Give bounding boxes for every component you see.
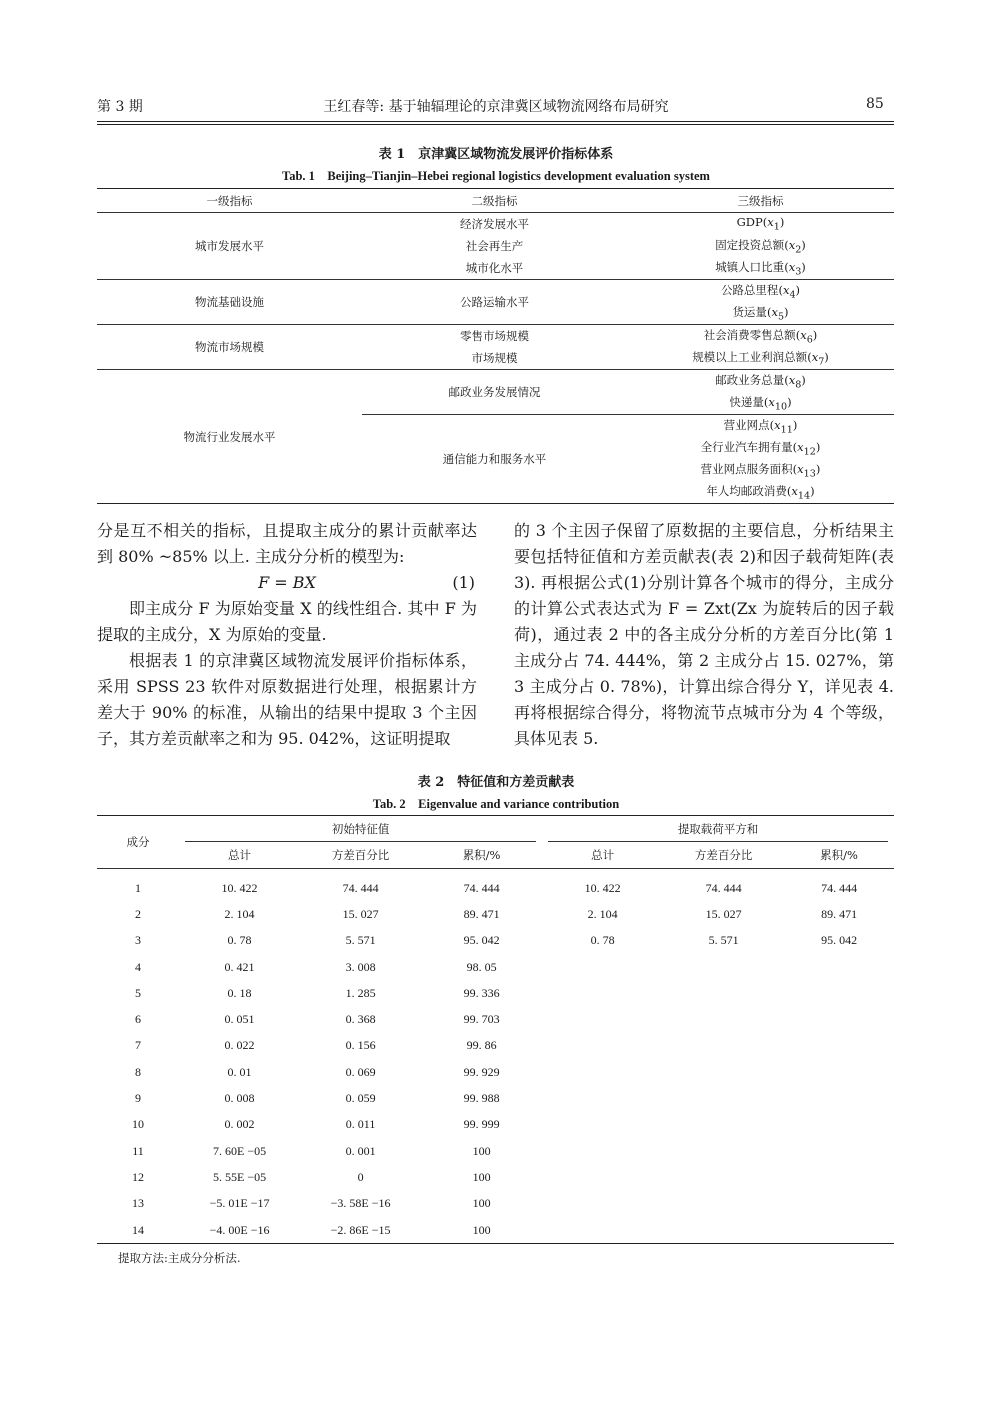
table-row <box>97 901 894 927</box>
table2-value-cell: 0. 18 <box>227 985 252 1000</box>
page-number: 85 <box>866 96 884 112</box>
table2-value-cell <box>663 1033 784 1059</box>
table2-value-cell <box>542 1217 663 1244</box>
table2-value-cell: 0. 008 <box>224 1091 255 1106</box>
table1-level3: 全行业汽车拥有量$(x_{12})$ <box>700 439 821 458</box>
table2-value-cell: 99. 703 <box>463 1012 500 1027</box>
table2-value-cell: 15. 027 <box>342 906 379 921</box>
table2-subheader: 总计 <box>542 842 663 869</box>
table2-value-cell: 0. 002 <box>224 1117 255 1132</box>
table2-component-cell: 5 <box>135 985 142 1000</box>
table2-value-cell: 100 <box>472 1143 491 1158</box>
table2-value-cell <box>663 1191 784 1217</box>
table2-value-cell: −5. 01E −17 <box>209 1196 270 1211</box>
table2-value-cell <box>542 954 663 980</box>
table-row <box>97 1191 894 1217</box>
table2 <box>97 815 894 1244</box>
table1-level1: 物流行业发展水平 <box>97 370 362 504</box>
table2-value-cell: 99. 86 <box>466 1038 497 1053</box>
table2-value-cell: 100 <box>472 1169 491 1184</box>
table-row <box>97 1085 894 1111</box>
table2-caption-cn: 表 2 特征值和方差贡献表 <box>417 775 575 790</box>
table2-value-cell <box>663 1112 784 1138</box>
table2-value-cell: 100 <box>472 1196 491 1211</box>
table2-value-cell: 15. 027 <box>705 906 742 921</box>
table1-level1: 物流市场规模 <box>97 325 362 370</box>
table1-level2: 经济发展水平 <box>460 217 529 231</box>
table2-component-cell: 8 <box>135 1064 142 1079</box>
table1-level2: 城市化水平 <box>465 261 524 275</box>
table2-value-cell: 0. 421 <box>224 959 255 974</box>
table2-subheader: 方差百分比 <box>663 842 784 869</box>
table2-value-cell <box>542 980 663 1006</box>
table-row <box>97 1164 894 1190</box>
table1-caption-cn: 表 1 京津冀区域物流发展评价指标体系 <box>378 147 614 162</box>
table2-value-cell: 3. 008 <box>345 959 376 974</box>
table1-level3: 固定投资总额$(x_2)$ <box>715 237 806 256</box>
table2-value-cell <box>542 1059 663 1085</box>
table2-value-cell: 1. 285 <box>345 985 376 1000</box>
table1-level3: 邮政业务总量$(x_8)$ <box>627 370 894 393</box>
table2-header-extract: 提取载荷平方和 <box>542 816 894 843</box>
table1-level3: 营业网点服务面积$(x_{13})$ <box>700 461 821 480</box>
table2-value-cell <box>784 1033 894 1059</box>
table2-value-cell: 99. 999 <box>463 1117 500 1132</box>
table2-value-cell: 5. 55E −05 <box>213 1169 267 1184</box>
table2-value-cell <box>784 1059 894 1085</box>
table2-value-cell: 10. 422 <box>221 880 258 895</box>
table2-value-cell: 99. 929 <box>463 1064 500 1079</box>
table2-value-cell <box>542 1085 663 1111</box>
table1-level2: 市场规模 <box>471 351 518 365</box>
table2-value-cell: 0. 156 <box>345 1038 376 1053</box>
table1-level3: 营业网点$(x_{11})$ <box>627 415 894 438</box>
header-rule-thin <box>97 124 894 125</box>
table1-level2: 社会再生产 <box>465 239 524 253</box>
formula-number: (1) <box>452 573 475 592</box>
table2-value-cell: 95. 042 <box>463 933 500 948</box>
table2-subheader: 累积/% <box>784 842 894 869</box>
table2-value-cell: 99. 336 <box>463 985 500 1000</box>
table2-component-cell: 1 <box>135 880 142 895</box>
table2-header-component: 成分 <box>97 816 179 869</box>
table2-value-cell: 0. 01 <box>227 1064 252 1079</box>
table2-value-cell: 0. 069 <box>345 1064 376 1079</box>
header-rule-thick <box>97 121 894 122</box>
table2-value-cell: 0. 059 <box>345 1091 376 1106</box>
table1-level1: 物流基础设施 <box>97 280 362 325</box>
table1-header-level3: 三级指标 <box>627 189 894 213</box>
table2-value-cell: 95. 042 <box>821 933 858 948</box>
table-row <box>97 928 894 954</box>
table2-value-cell <box>663 980 784 1006</box>
table2-value-cell: 74. 444 <box>342 880 379 895</box>
table1-level3: 快递量$(x_{10})$ <box>729 394 792 413</box>
table-row <box>97 1217 894 1244</box>
table1-caption-en: Tab. 1 Beijing–Tianjin–Hebei regional logistics development evaluation system <box>282 169 710 183</box>
table2-value-cell <box>663 1217 784 1244</box>
table2-value-cell <box>542 1112 663 1138</box>
table1-header-level1: 一级指标 <box>97 189 362 213</box>
table2-value-cell: 89. 471 <box>463 906 500 921</box>
table2-component-cell: 10 <box>132 1117 145 1132</box>
body-right-column <box>514 518 894 752</box>
table2-header-initial: 初始特征值 <box>179 816 542 843</box>
table2-value-cell: −3. 58E −16 <box>330 1196 391 1211</box>
table-row <box>97 954 894 980</box>
table2-value-cell <box>784 1191 894 1217</box>
table1-level3: 规模以上工业利润总额$(x_7)$ <box>692 349 829 368</box>
table2-component-cell: 6 <box>135 1012 142 1027</box>
table2-value-cell <box>542 1138 663 1164</box>
table2-value-cell: 99. 988 <box>463 1091 500 1106</box>
table1-level2: 通信能力和服务水平 <box>362 415 627 504</box>
table2-value-cell <box>542 1164 663 1190</box>
table2-component-cell: 7 <box>135 1038 142 1053</box>
table2-component-cell: 4 <box>135 959 142 974</box>
table1-level3: 社会消费零售总额$(x_6)$ <box>627 325 894 348</box>
table-row <box>97 869 894 902</box>
table-row <box>97 1033 894 1059</box>
running-title: 王红春等: 基于轴辐理论的京津冀区域物流网络布局研究 <box>323 99 669 115</box>
table2-component-cell: 11 <box>132 1143 144 1158</box>
table2-value-cell: 5. 571 <box>345 933 376 948</box>
table2-value-cell <box>784 980 894 1006</box>
table2-note: 提取方法:主成分分析法. <box>118 1251 241 1265</box>
table2-component-cell: 12 <box>132 1169 145 1184</box>
table2-value-cell <box>663 1085 784 1111</box>
table2-value-cell: 74. 444 <box>463 880 500 895</box>
formula-line <box>97 570 477 596</box>
table1-level3: 年人均邮政消费$(x_{14})$ <box>706 483 815 502</box>
table2-value-cell <box>784 1164 894 1190</box>
table2-value-cell: 0. 001 <box>345 1143 376 1158</box>
table-row <box>97 1112 894 1138</box>
table2-value-cell <box>663 954 784 980</box>
table2-body <box>97 869 894 1244</box>
table2-subheader: 总计 <box>179 842 300 869</box>
table2-value-cell: 89. 471 <box>821 906 858 921</box>
table2-value-cell <box>542 1191 663 1217</box>
body-left-column <box>97 518 477 752</box>
table1-level3: 货运量$(x_5)$ <box>732 304 789 323</box>
table2-value-cell: 100 <box>472 1222 491 1237</box>
table2-component-cell: 3 <box>135 933 142 948</box>
body-paragraph: 分是互不相关的指标，且提取主成分的累计贡献率达到 80% ~85% 以上. 主成分分析的模型为: <box>97 521 477 566</box>
table2-value-cell: 74. 444 <box>821 880 858 895</box>
table2-value-cell <box>663 1059 784 1085</box>
table2-value-cell: 0. 022 <box>224 1038 255 1053</box>
table2-value-cell: 0. 011 <box>345 1117 376 1132</box>
table2-value-cell: 74. 444 <box>705 880 742 895</box>
table2-value-cell: 10. 422 <box>584 880 621 895</box>
table1-level2: 零售市场规模 <box>362 325 627 348</box>
table2-value-cell: 0. 78 <box>590 933 615 948</box>
table2-component-cell: 13 <box>132 1196 145 1211</box>
table2-value-cell: 0. 78 <box>227 933 252 948</box>
table2-component-cell: 2 <box>135 906 142 921</box>
table1-level2: 邮政业务发展情况 <box>362 370 627 415</box>
table2-value-cell <box>784 1112 894 1138</box>
issue-number: 第 3 期 <box>97 99 143 115</box>
table1-level2: 公路运输水平 <box>362 280 627 325</box>
table-row <box>97 1138 894 1164</box>
table2-value-cell: 98. 05 <box>466 959 497 974</box>
table2-value-cell <box>663 1164 784 1190</box>
table2-value-cell: −4. 00E −16 <box>209 1222 270 1237</box>
table1-level3: $GDP(x_1)$ <box>736 215 785 233</box>
table2-component-cell: 9 <box>135 1091 142 1106</box>
table2-value-cell <box>663 1006 784 1032</box>
table1-header-level2: 二级指标 <box>362 189 627 213</box>
table-row <box>97 1059 894 1085</box>
table2-value-cell: 7. 60E −05 <box>213 1143 267 1158</box>
table2-subheader: 方差百分比 <box>300 842 421 869</box>
table2-value-cell <box>542 1033 663 1059</box>
body-paragraph: 的 3 个主因子保留了原数据的主要信息，分析结果主要包括特征值和方差贡献表(表 2)和因子载荷矩阵(表 3). 再根据公式(1)分别计算各个城市的得分，主成分的计算公式表达式为 F = Zxt(Zx 为旋转后的因子载荷)，通过表 2 中的各主成分分析的方差百分比(第 1 主成分占 74. 444%，第 2 主成分占 15. 027%，第 3 主成分占 0. 78%)，计算出综合得分 Y，详见表 4. 再将根据综合得分，将物流节点城市分为 4 个等级，具体见表 5. <box>514 521 894 748</box>
table-row <box>97 980 894 1006</box>
table2-value-cell <box>784 1006 894 1032</box>
table2-value-cell <box>784 954 894 980</box>
table2-value-cell <box>663 1138 784 1164</box>
table1-level1: 城市发展水平 <box>195 239 264 253</box>
table2-value-cell: 0 <box>357 1169 364 1184</box>
table2-value-cell <box>784 1138 894 1164</box>
table2-value-cell <box>542 1006 663 1032</box>
table1-level3: 城镇人口比重$(x_3)$ <box>715 259 806 278</box>
table2-value-cell <box>784 1217 894 1244</box>
table2-value-cell <box>784 1085 894 1111</box>
table2-value-cell: −2. 86E −15 <box>330 1222 391 1237</box>
body-paragraph: 根据表 1 的京津冀区域物流发展评价指标体系，采用 SPSS 23 软件对原数据进行处理，根据累计方差大于 90% 的标准，从输出的结果中提取 3 个主因子，其方差贡献率之和为 95. 042%，这证明提取 <box>97 651 477 748</box>
table2-value-cell: 5. 571 <box>708 933 739 948</box>
table-row <box>97 1006 894 1032</box>
table1-level3: 公路总里程$(x_4)$ <box>627 280 894 303</box>
table2-value-cell: 2. 104 <box>587 906 618 921</box>
table2-value-cell: 0. 051 <box>224 1012 255 1027</box>
table2-component-cell: 14 <box>132 1222 145 1237</box>
formula: F = BX <box>258 573 316 592</box>
table2-subheader: 累积/% <box>421 842 542 869</box>
table2-value-cell: 2. 104 <box>224 906 255 921</box>
table1 <box>97 188 894 504</box>
table2-value-cell: 0. 368 <box>345 1012 376 1027</box>
body-paragraph: 即主成分 F 为原始变量 X 的线性组合. 其中 F 为提取的主成分，X 为原始的变量. <box>97 599 477 644</box>
table2-caption-en: Tab. 2 Eigenvalue and variance contribution <box>372 797 620 811</box>
